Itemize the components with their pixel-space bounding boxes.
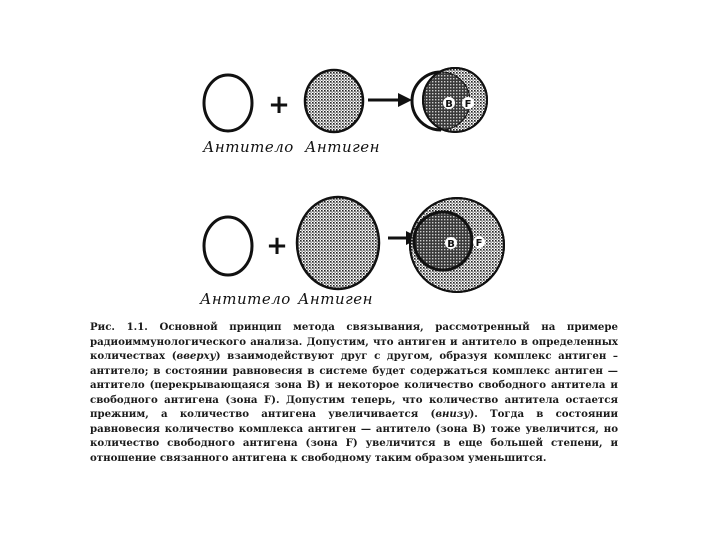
zone-b-label-top: B [445, 99, 453, 110]
caption-text-2: ) взаимодействуют друг с другом, образуя комплекс антиген – антитело; в состоянии равновесия в системе будет содержаться комплекс антиген — антитело (перекрывающаяся зона В) и некоторое количество свободного антитела и свободного антигена (зона F). Допустим теперь, что количество антитела остается прежним, а количество антигена увеличивается ( [90, 350, 618, 420]
antigen-circle-top [305, 70, 363, 132]
plus-sign-top: + [268, 90, 290, 120]
antibody-label-bottom: Антитело [200, 290, 291, 308]
plus-sign-bottom: + [266, 231, 288, 261]
caption-text-1: Основной принцип метода связывания, рассмотренный на примере радиоиммунологического анализа. Допустим, что антиген и антитело в определенных количествах ( [90, 321, 619, 362]
caption-text-3: ). Тогда в состоянии равновесия количество комплекса антиген — антитело (зона В) тоже увеличится, но количество свободного антигена (зона F) увеличится в еще большей степени, и отношение связанного антигена к свободному таким образом уменьшится. [90, 408, 618, 464]
zone-f-label-top: F [464, 99, 472, 110]
antigen-circle-bottom [297, 197, 379, 289]
figure-caption [90, 320, 618, 465]
antibody-label-top: Антитело [203, 138, 294, 156]
arrow-right-icon [368, 93, 412, 107]
antigen-label-top: Антиген [305, 138, 380, 156]
antigen-label-bottom: Антиген [298, 290, 373, 308]
caption-emphasis-bottom: внизу [435, 408, 470, 420]
antibody-circle-bottom [204, 217, 252, 275]
figure-number: Рис. 1.1. [90, 321, 148, 333]
zone-b-label-bottom: B [447, 239, 455, 250]
caption-emphasis-top: вверху [176, 350, 216, 362]
zone-f-label-bottom: F [475, 238, 483, 249]
antibody-circle-top [204, 75, 252, 131]
complex-diagram-top [412, 68, 487, 132]
complex-diagram-bottom [410, 198, 504, 292]
